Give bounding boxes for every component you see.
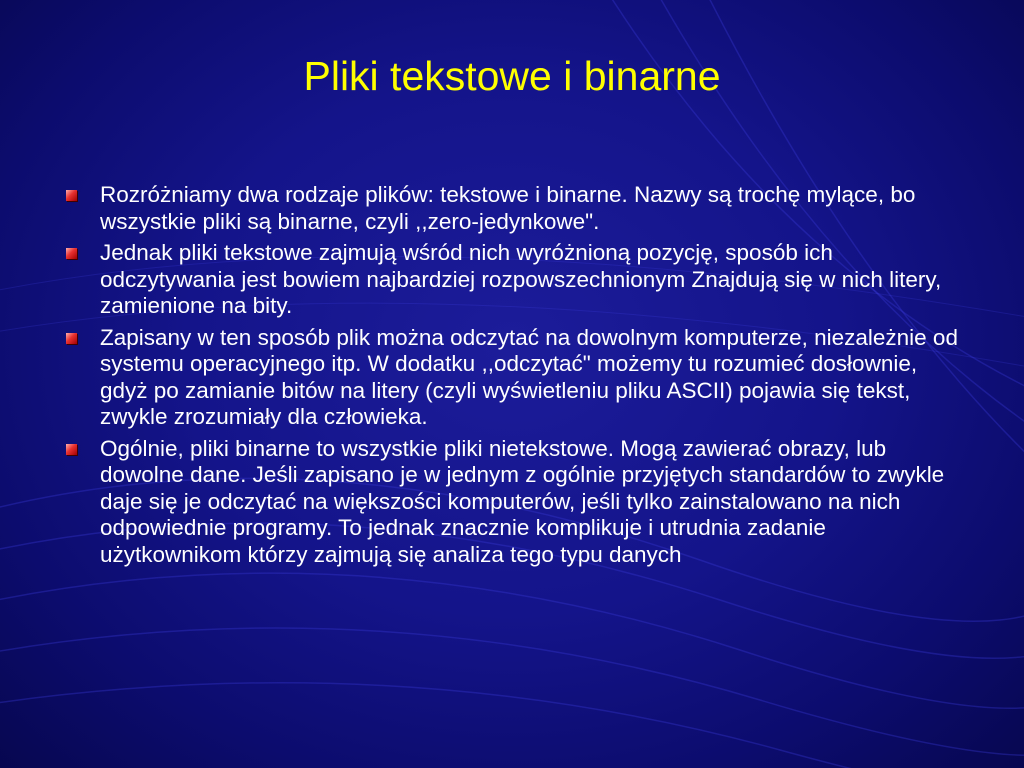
slide-title: Pliki tekstowe i binarne bbox=[303, 53, 721, 99]
list-item bbox=[66, 182, 966, 235]
list-item bbox=[66, 325, 966, 431]
list-item bbox=[66, 240, 966, 320]
bullet-text: Ogólnie, pliki binarne to wszystkie pliki nietekstowe. Mogą zawierać obrazy, lub dowolne dane. Jeśli zapisano je w jednym z ogólnie przyjętych standardów to zwykle daje się je odczytać na większości komputerów, jeśli tylko zainstalowano na nich odpowiednie programy. To jednak znacznie komplikuje i utrudnia zadanie użytkownikom którzy zajmują się analiza tego typu danych bbox=[100, 435, 945, 567]
bullet-text: Zapisany w ten sposób plik można odczytać na dowolnym komputerze, niezależnie od systemu operacyjnego itp. W dodatku ,,odczytać" możemy tu rozumieć dosłownie, gdyż po zamianie bitów na litery (czyli wyświetleniu pliku ASCII) pojawia się tekst, zwykle zrozumiały dla człowieka. bbox=[100, 324, 958, 429]
square-bullet-icon bbox=[66, 190, 77, 201]
square-bullet-icon bbox=[66, 333, 77, 344]
square-bullet-icon bbox=[66, 248, 77, 259]
bullet-text: Jednak pliki tekstowe zajmują wśród nich wyróżnioną pozycję, sposób ich odczytywania jest bowiem najbardziej rozpowszechnionym Znajdują się w nich litery, zamienione na bity. bbox=[100, 240, 942, 318]
list-item bbox=[66, 436, 966, 569]
square-bullet-icon bbox=[66, 444, 77, 455]
bullet-list bbox=[66, 182, 966, 573]
bullet-text: Rozróżniamy dwa rodzaje plików: tekstowe i binarne. Nazwy są trochę mylące, bo wszystkie pliki są binarne, czyli ,,zero-jedynkowe". bbox=[100, 182, 916, 234]
